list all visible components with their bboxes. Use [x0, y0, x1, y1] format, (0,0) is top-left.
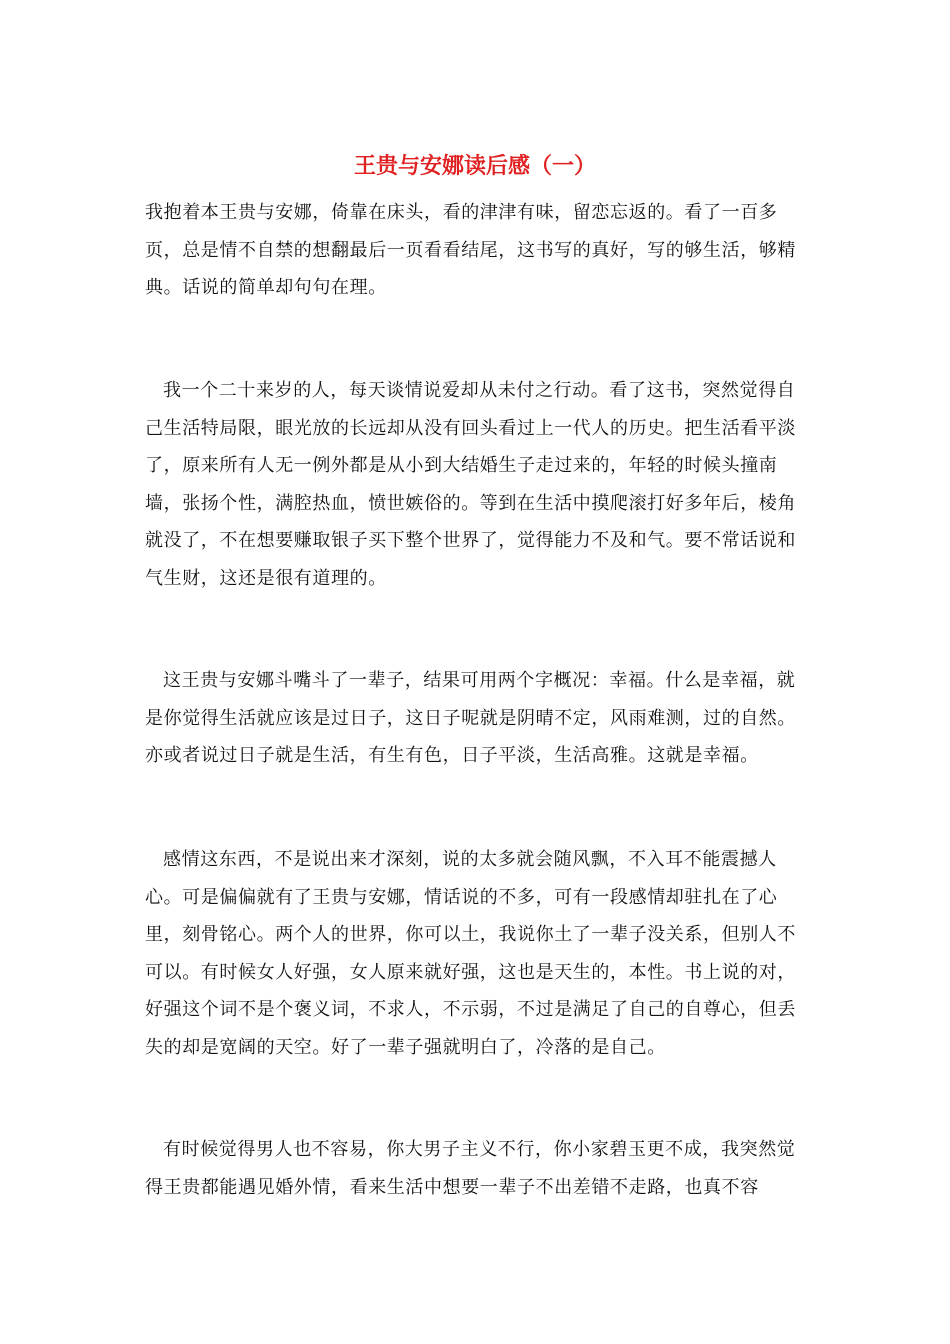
paragraph-4: 感情这东西，不是说出来才深刻，说的太多就会随风飘，不入耳不能震撼人心。可是偏偏就有了王贵与安娜，情话说的不多，可有一段感情却驻扎在了心里，刻骨铭心。两个人的世界，你可以土，我说你土了一辈子没关系，但别人不可以。有时候女人好强，女人原来就好强，这也是天生的，本性。书上说的对，好强这个词不是个褒义词，不求人，不示弱，不过是满足了自己的自尊心，但丢失的却是宽阔的天空。好了一辈子强就明白了，冷落的是自己。	[145, 849, 796, 1058]
paragraph-3: 这王贵与安娜斗嘴斗了一辈子，结果可用两个字概况：幸福。什么是幸福，就是你觉得生活就应该是过日子，这日子呢就是阴晴不定，风雨难测，过的自然。亦或者说过日子就是生活，有生有色，日子平淡，生活高雅。这就是幸福。	[145, 670, 796, 767]
document-title: 王贵与安娜读后感（一）	[353, 153, 596, 179]
paragraph-1: 我抱着本王贵与安娜，倚靠在床头，看的津津有味，留恋忘返的。看了一百多页，总是情不自禁的想翻最后一页看看结尾，这书写的真好，写的够生活，够精典。话说的简单却句句在理。	[145, 202, 796, 299]
paragraph-2: 我一个二十来岁的人，每天谈情说爱却从未付之行动。看了这书，突然觉得自己生活特局限，眼光放的长远却从没有回头看过上一代人的历史。把生活看平淡了，原来所有人无一例外都是从小到大结婚生子走过来的，年轻的时候头撞南墙，张扬个性，满腔热血，愤世嫉俗的。等到在生活中摸爬滚打好多年后，棱角就没了，不在想要赚取银子买下整个世界了，觉得能力不及和气。要不常话说和气生财，这还是很有道理的。	[145, 380, 796, 589]
paragraph-5: 有时候觉得男人也不容易，你大男子主义不行，你小家碧玉更不成，我突然觉得王贵都能遇见婚外情，看来生活中想要一辈子不出差错不走路，也真不容	[145, 1139, 796, 1198]
